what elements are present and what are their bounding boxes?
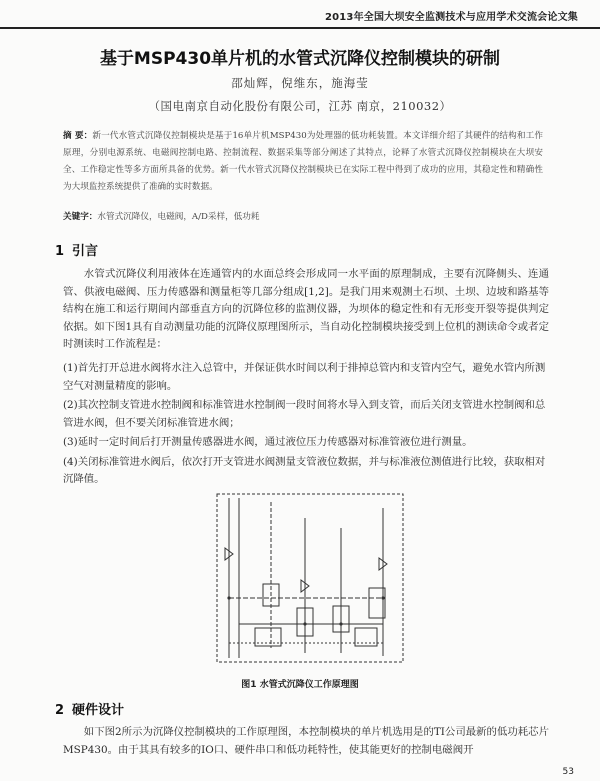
authors: 邵灿辉，倪维东，施海莹 xyxy=(231,76,369,90)
settlement-gauge-diagram xyxy=(165,488,455,670)
keywords xyxy=(63,210,543,222)
section-1-title: 引言 xyxy=(72,244,99,259)
section-1-paragraph: 水管式沉降仪利用液体在连通管内的水面总终会形成同一水平面的原理制成，主要有沉降侧头、连通管、供液电磁阀、压力传感器和测量柜等几部分组成[1,2]。是我门用来观测土石坝、土坝、边坡和路基等结构在施工和运行期间内部垂直方向的沉降位移的监测仪器，为坝体的稳定性和有无形变开裂等提供判定依据。如下图1具有自动测量功能的沉降仪原理图所示，当自动化控制模块接受到上位机的测读命令或者定时测读时工作流程是： xyxy=(63,268,549,350)
affiliation: （国电南京自动化股份有限公司，江苏 南京，210032） xyxy=(148,99,452,113)
pipe-junction xyxy=(381,596,384,599)
section-1-body xyxy=(63,266,549,354)
pipe-junction xyxy=(303,622,306,625)
abstract-text: 新一代水管式沉降仪控制模块是基于16单片机MSP430为处理器的低功耗装置。本文详细介绍了其硬件的结构和工作原理，分别电源系统、电磁阀控制电路、控制流程、数据采集等部分阐述了其特点，论释了水管式沉降仪控制模块在大坝安全、工作稳定性等多方面所具备的优势。新一代水管式沉降仪控制模块已在实际工程中得到了成功的应用，其稳定性和精确性为大坝监控系统提供了准确的实时数据。 xyxy=(63,131,544,192)
running-header: 2013年全国大坝安全监测技术与应用学术交流会论文集 xyxy=(324,12,578,23)
figure-caption: 图1 水管式沉降仪工作原理图 xyxy=(241,680,359,690)
pipe-junction xyxy=(227,596,230,599)
header-rule xyxy=(0,27,600,29)
procedure-steps xyxy=(63,360,549,491)
section-2-heading xyxy=(55,699,124,718)
abstract xyxy=(63,128,543,196)
section-1-number: 1 xyxy=(55,244,65,259)
procedure-step: (1)首先打开总进水阀将水注入总管中，并保证供水时间以利于排掉总管内和支管内空气，避免水管内所测空气对测量精度的影响。 xyxy=(63,362,546,392)
figure-frame xyxy=(217,494,403,662)
keywords-text: 水管式沉降仪，电磁阀，A/D采样，低功耗 xyxy=(97,212,260,222)
keywords-label: 关键字： xyxy=(63,212,98,222)
section-2-number: 2 xyxy=(55,703,65,718)
abstract-label: 摘 要： xyxy=(63,131,93,141)
section-1-heading xyxy=(55,240,98,259)
procedure-step: (3)延时一定时间后打开测量传感器进水阀，通过液位压力传感器对标准管液位进行测量。 xyxy=(63,436,473,448)
section-2-paragraph: 如下图2所示为沉降仪控制模块的工作原理图，本控制模块的单片机选用是的TI公司最新的低功耗芯片MSP430。由于其具有较多的IO口、硬件串口和低功耗特性，使其能更好的控制电磁阀开 xyxy=(63,726,549,756)
section-2-title: 硬件设计 xyxy=(72,703,125,718)
procedure-step: (2)其次控制支管进水控制阀和标准管进水控制阀一段时间将水导入到支管，而后关闭支管进水控制阀和总管进水阀，但不要关闭标准管进水阀； xyxy=(63,399,546,429)
paper-title: 基于MSP430单片机的水管式沉降仪控制模块的研制 xyxy=(99,49,501,69)
section-2-body xyxy=(63,724,549,759)
page-number: 53 xyxy=(562,767,574,777)
pipe-junction xyxy=(339,622,342,625)
procedure-step: (4)关闭标准管进水阀后，依次打开支管进水阀测量支管液位数据，并与标准液位测值进行比较，获取相对沉降值。 xyxy=(63,455,546,485)
